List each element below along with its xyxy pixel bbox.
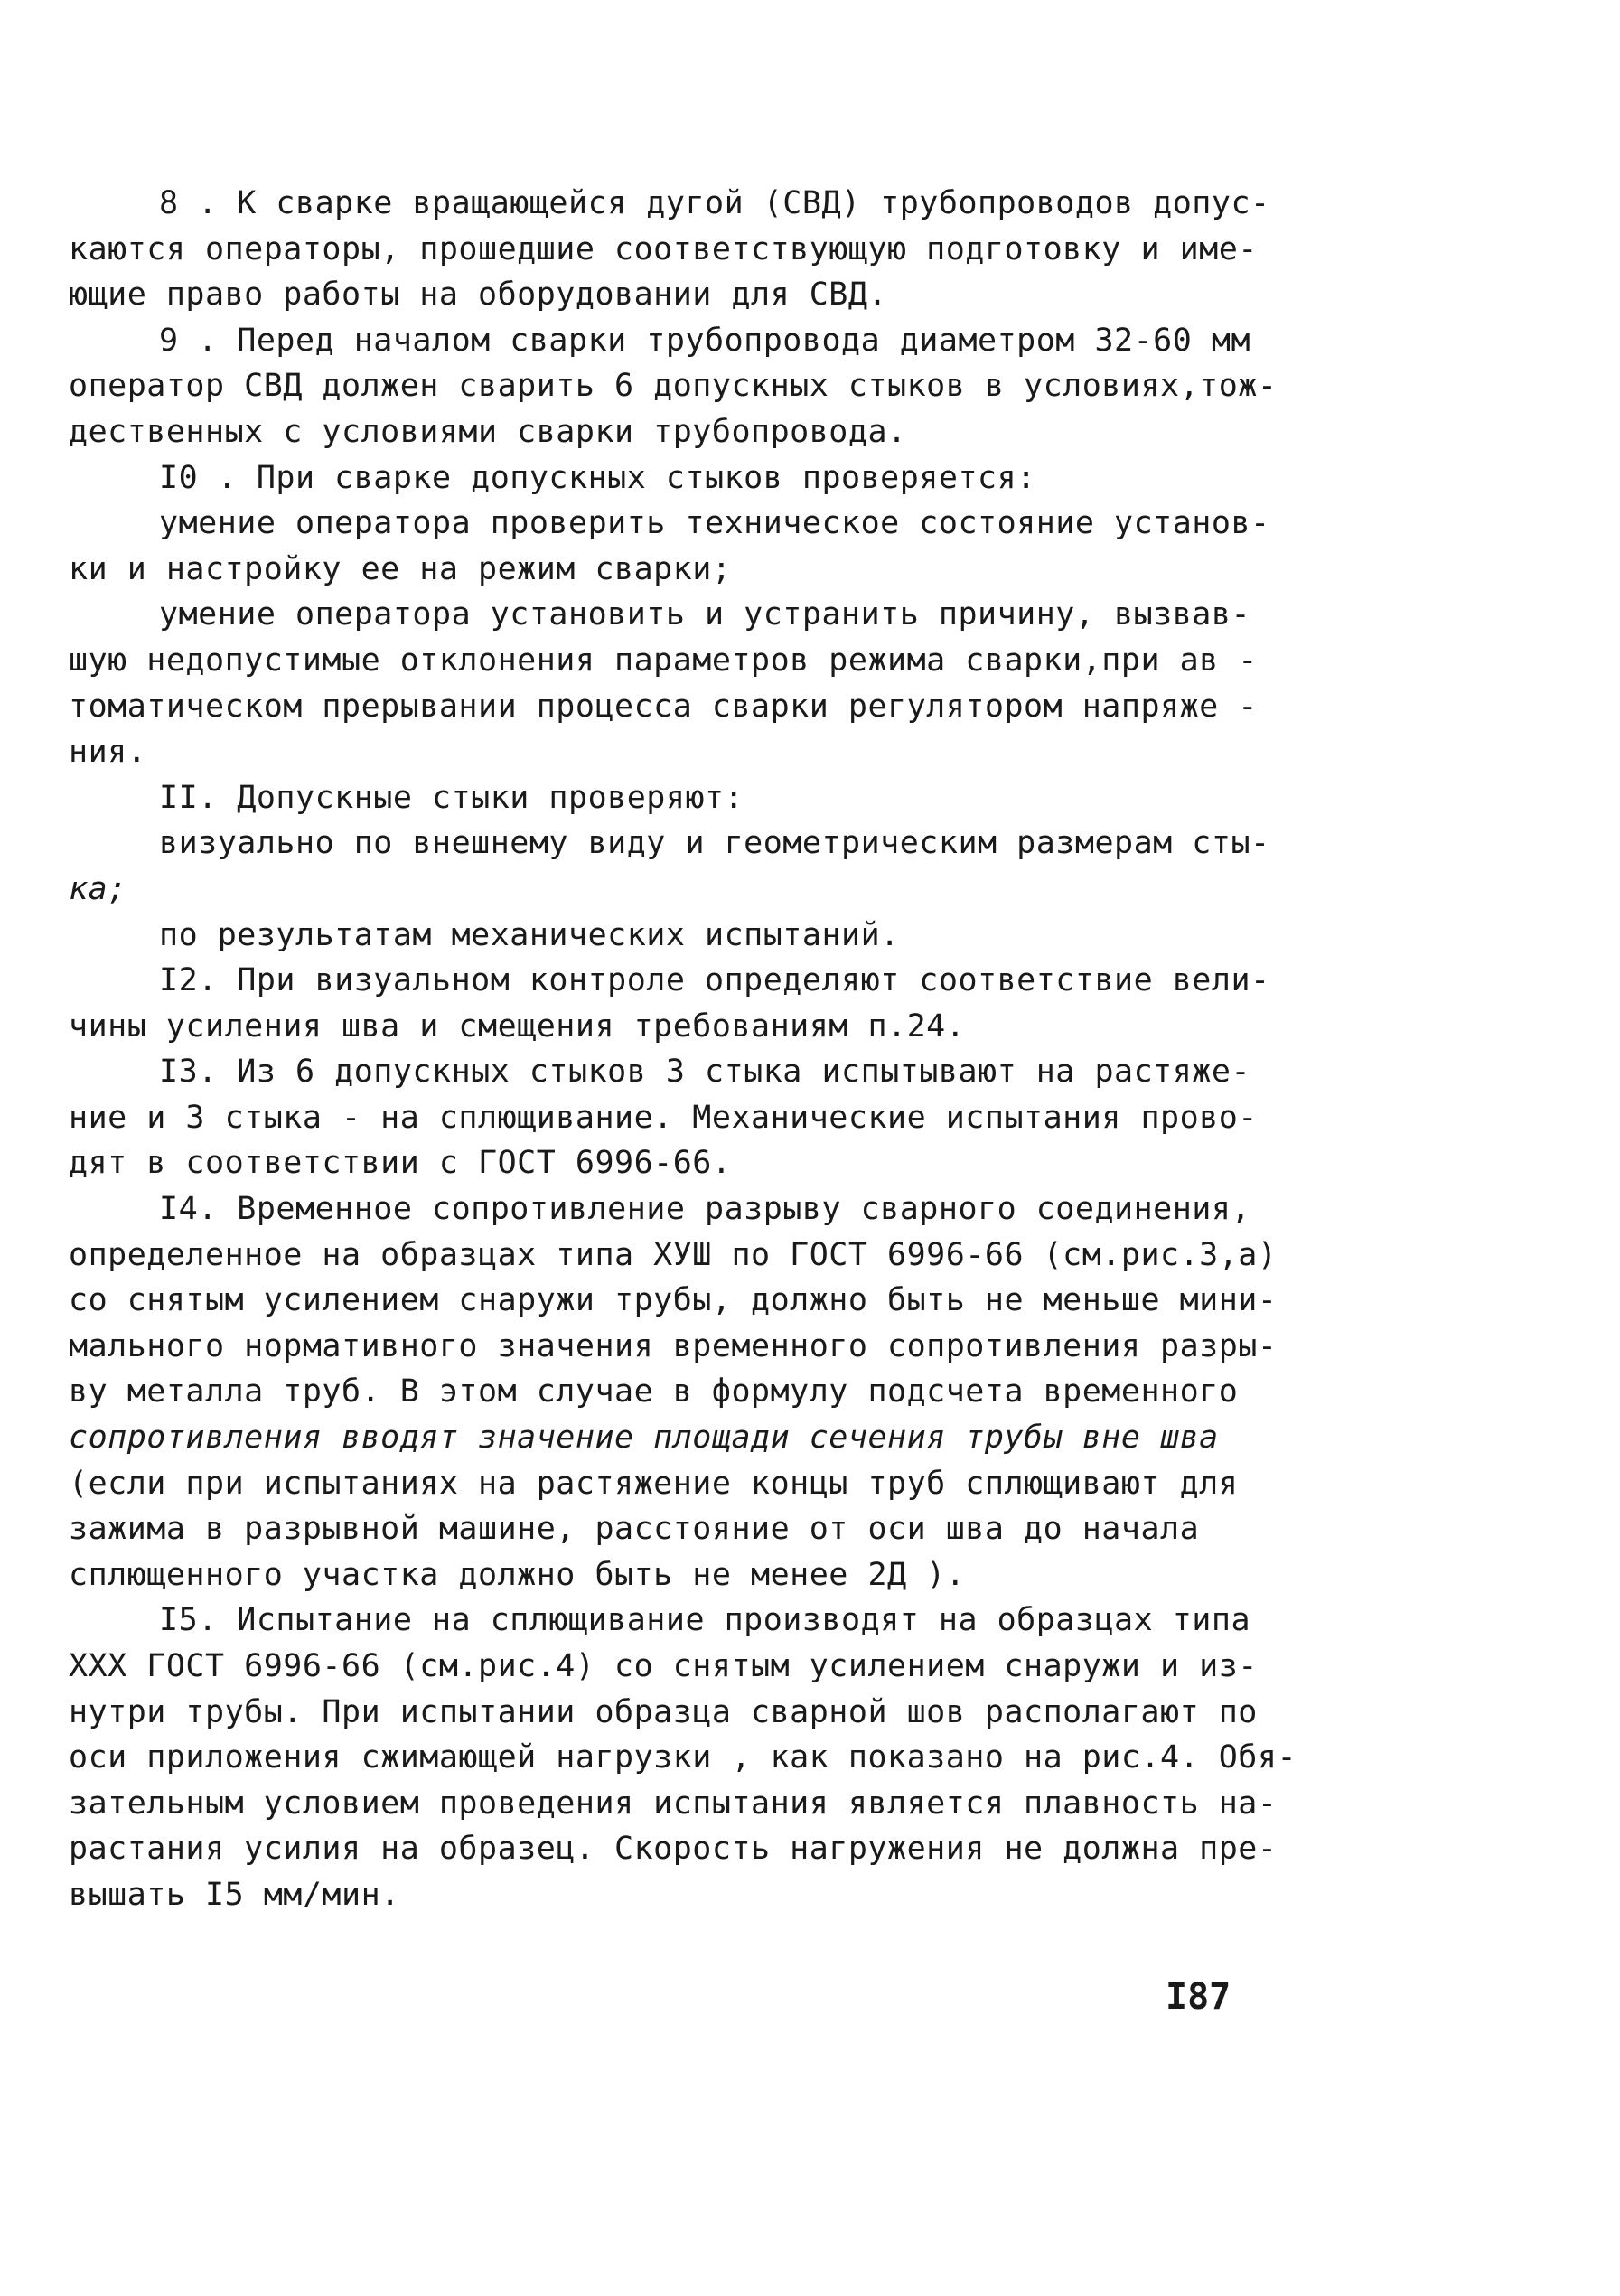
text-line: I4. Временное сопротивление разрыву сварного соединения, (159, 1191, 1251, 1228)
text-line: оси приложения сжимающей нагрузки , как показано на рис.4. Обя- (69, 1739, 1297, 1776)
text-line: оператор СВД должен сварить 6 допускных стыков в условиях,тож- (69, 368, 1278, 405)
text-line: зажима в разрывной машине, расстояние от оси шва до начала (69, 1511, 1200, 1548)
text-line: вышать I5 мм/мин. (69, 1876, 400, 1913)
text-line: ющие право работы на оборудовании для СВД. (69, 276, 888, 314)
text-line: чины усиления шва и смещения требованиям п.24. (69, 1007, 966, 1045)
text-line: II. Допускные стыки проверяют: (159, 779, 744, 816)
text-line: дественных с условиями сварки трубопровода. (69, 413, 907, 450)
text-line: (если при испытаниях на растяжение концы труб сплющивают для (69, 1465, 1239, 1502)
text-line: 9 . Перед началом сварки трубопровода диаметром 32-60 мм (159, 322, 1251, 359)
text-line: дят в соответствии с ГОСТ 6996-66. (69, 1145, 732, 1182)
text-line: ка; (69, 870, 127, 907)
text-line: I3. Из 6 допускных стыков 3 стыка испытывают на растяже- (159, 1054, 1251, 1091)
text-line: мального нормативного значения временного сопротивления разры- (69, 1327, 1278, 1364)
page-number: I87 (1166, 1976, 1231, 2018)
text-line: I2. При визуальном контроле определяют соответствие вели- (159, 962, 1270, 999)
text-line: определенное на образцах типа ХУШ по ГОСТ 6996-66 (см.рис.3,а) (69, 1236, 1278, 1273)
text-line: со снятым усилением снаружи трубы, должно быть не меньше мини- (69, 1282, 1278, 1319)
text-line: каются операторы, прошедшие соответствующую подготовку и име- (69, 230, 1258, 267)
text-line: умение оператора проверить техническое состояние установ- (159, 505, 1270, 542)
text-line: визуально по внешнему виду и геометрическим размерам сты- (159, 825, 1270, 862)
text-line: 8 . К сварке вращающейся дугой (СВД) трубопроводов допус- (159, 185, 1270, 221)
body-text (69, 181, 1297, 1918)
text-line: нутри трубы. При испытании образца сварной шов располагают по (69, 1693, 1258, 1730)
text-line: зательным условием проведения испытания является плавность на- (69, 1785, 1278, 1822)
text-line: сопротивления вводят значение площади сечения трубы вне шва (69, 1420, 1219, 1457)
text-line: ки и настройку ее на режим сварки; (69, 550, 732, 587)
text-line: умение оператора установить и устранить причину, вызвав- (159, 596, 1251, 633)
text-line: по результатам механических испытаний. (159, 916, 900, 953)
text-line: ву металла труб. В этом случае в формулу подсчета временного (69, 1373, 1239, 1410)
text-line: томатическом прерывании процесса сварки регулятором напряже - (69, 688, 1258, 725)
text-line: I5. Испытание на сплющивание производят на образцах типа (159, 1602, 1251, 1639)
text-line: ния. (69, 734, 147, 771)
text-line: ХХХ ГОСТ 6996-66 (см.рис.4) со снятым усилением снаружи и из- (69, 1648, 1258, 1684)
text-line: сплющенного участка должно быть не менее 2Д ). (69, 1556, 966, 1593)
text-line: ние и 3 стыка - на сплющивание. Механические испытания прово- (69, 1099, 1258, 1136)
text-line: растания усилия на образец. Скорость нагружения не должна пре- (69, 1831, 1278, 1868)
text-line: I0 . При сварке допускных стыков проверяется: (159, 459, 1036, 496)
text-line: шую недопустимые отклонения параметров режима сварки,при ав - (69, 642, 1258, 679)
